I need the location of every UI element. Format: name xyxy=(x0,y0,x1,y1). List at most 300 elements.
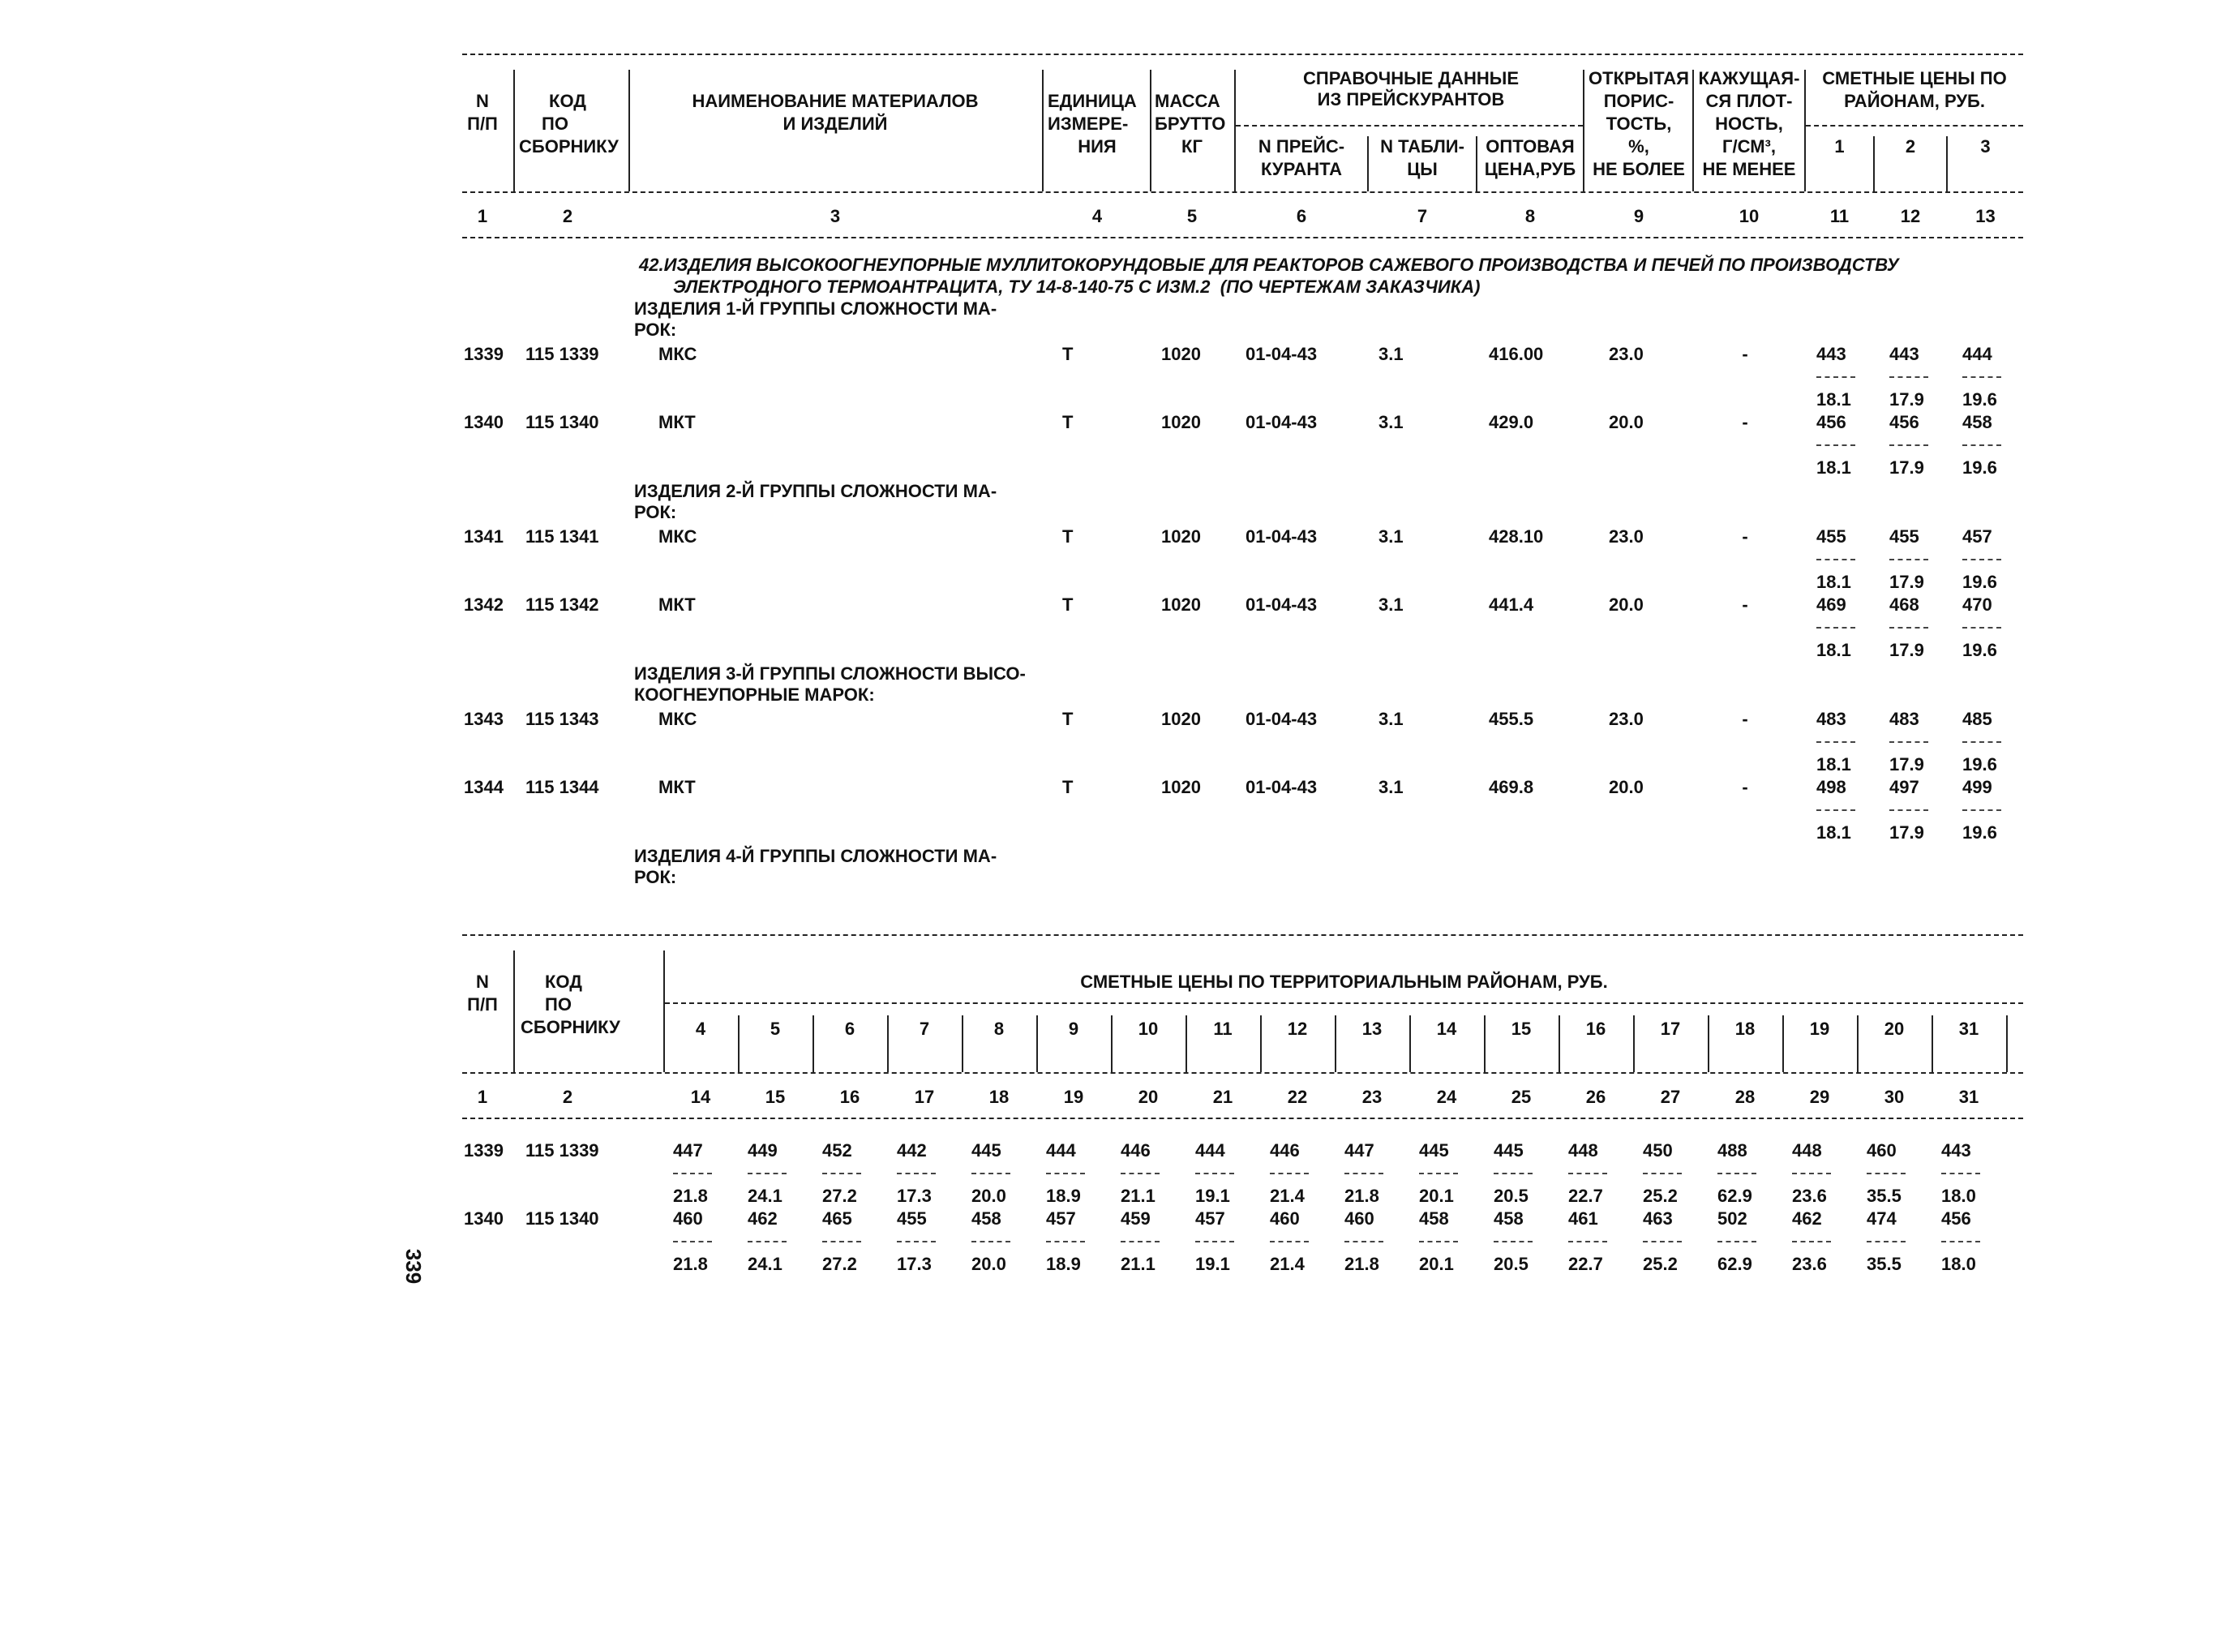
row-number: 1340 xyxy=(464,412,504,432)
row-sub: 18.9 xyxy=(1046,1186,1081,1206)
colnum: 12 xyxy=(1900,206,1921,226)
fraction-bar xyxy=(1270,1173,1309,1174)
group-title: РОК: xyxy=(634,502,677,522)
rule xyxy=(462,191,2023,193)
group-title: ИЗДЕЛИЯ 3-Й ГРУППЫ СЛОЖНОСТИ ВЫСО- xyxy=(634,663,1026,684)
row-price: 444 xyxy=(1195,1140,1225,1161)
fraction-bar xyxy=(1046,1241,1085,1242)
row-sub: 21.8 xyxy=(1344,1254,1379,1274)
row-density: - xyxy=(1742,777,1748,797)
row-sub: 62.9 xyxy=(1717,1254,1752,1274)
row-mass: 1020 xyxy=(1161,526,1201,547)
divider xyxy=(1484,1015,1486,1072)
row-price: 459 xyxy=(1121,1208,1151,1229)
row-table: 3.1 xyxy=(1378,594,1404,615)
row-price-list: 01-04-43 xyxy=(1246,344,1318,364)
header-po: ПО xyxy=(542,114,568,134)
header-table-2: ЦЫ xyxy=(1407,159,1438,179)
header-density-4: Г/СМ³, xyxy=(1722,136,1776,157)
row-price-r3: 485 xyxy=(1962,709,1992,729)
row-price: 458 xyxy=(1494,1208,1524,1229)
fraction-bar xyxy=(1816,559,1855,560)
row-price-r3: 470 xyxy=(1962,594,1992,615)
row-number: 1343 xyxy=(464,709,504,729)
region-header: 10 xyxy=(1138,1019,1159,1039)
header-ref-2: ИЗ ПРЕЙСКУРАНТОВ xyxy=(1317,89,1505,109)
divider xyxy=(628,70,630,191)
row-sub: 24.1 xyxy=(748,1254,782,1274)
row-table: 3.1 xyxy=(1378,526,1404,547)
colnum: 20 xyxy=(1138,1087,1159,1107)
group-title: ИЗДЕЛИЯ 2-Й ГРУППЫ СЛОЖНОСТИ МА- xyxy=(634,481,997,501)
row-sub-r3: 19.6 xyxy=(1962,822,1997,843)
row-price: 455.5 xyxy=(1489,709,1534,729)
header-sborniku: СБОРНИКУ xyxy=(519,136,619,157)
row-price: 463 xyxy=(1643,1208,1673,1229)
fraction-bar xyxy=(1121,1173,1160,1174)
row-price: 445 xyxy=(1419,1140,1449,1161)
row-price: 460 xyxy=(1344,1208,1374,1229)
row-porosity: 20.0 xyxy=(1609,412,1644,432)
fraction-bar xyxy=(1195,1173,1234,1174)
rule xyxy=(462,1072,2023,1074)
row-price-list: 01-04-43 xyxy=(1246,777,1318,797)
row-code: 115 1343 xyxy=(525,709,599,729)
colnum: 6 xyxy=(1296,206,1307,226)
row-sub-r2: 17.9 xyxy=(1889,640,1924,660)
region-header: 9 xyxy=(1068,1019,1079,1039)
divider xyxy=(513,950,515,1072)
row-sub: 17.3 xyxy=(897,1186,932,1206)
fraction-bar xyxy=(1643,1173,1682,1174)
divider xyxy=(1782,1015,1784,1072)
region-header: 11 xyxy=(1213,1019,1233,1039)
row-table: 3.1 xyxy=(1378,412,1404,432)
fraction-bar xyxy=(1270,1241,1309,1242)
row-sub-r2: 17.9 xyxy=(1889,822,1924,843)
fraction-bar xyxy=(748,1173,787,1174)
row-code: 115 1342 xyxy=(525,594,599,615)
rule xyxy=(462,237,2023,238)
colnum: 3 xyxy=(830,206,841,226)
fraction-bar xyxy=(1419,1173,1458,1174)
row-sub-r2: 17.9 xyxy=(1889,457,1924,478)
row-price: 469.8 xyxy=(1489,777,1534,797)
fraction-bar xyxy=(822,1241,861,1242)
fraction-bar xyxy=(1962,376,2001,378)
row-price: 416.00 xyxy=(1489,344,1544,364)
fraction-bar xyxy=(1816,444,1855,446)
rule xyxy=(462,54,2023,55)
fraction-bar xyxy=(1962,559,2001,560)
row-unit: Т xyxy=(1062,594,1074,615)
row-price: 443 xyxy=(1941,1140,1971,1161)
row-name: МКТ xyxy=(658,777,696,797)
row-code: 115 1344 xyxy=(525,777,599,797)
row-price: 502 xyxy=(1717,1208,1747,1229)
fraction-bar xyxy=(897,1173,936,1174)
row-price-list: 01-04-43 xyxy=(1246,412,1318,432)
header-smet-2: РАЙОНАМ, РУБ. xyxy=(1844,91,1985,111)
colnum: 9 xyxy=(1633,206,1644,226)
header-porosity-3: ТОСТЬ, xyxy=(1606,114,1672,134)
row-price-r2: 456 xyxy=(1889,412,1919,432)
header-porosity-4: %, xyxy=(1628,136,1649,157)
colnum: 26 xyxy=(1585,1087,1606,1107)
row-price: 445 xyxy=(971,1140,1001,1161)
colnum: 29 xyxy=(1809,1087,1830,1107)
row-sub: 21.4 xyxy=(1270,1254,1305,1274)
header-pp: П/П xyxy=(467,994,498,1015)
header-kod: КОД xyxy=(549,91,586,111)
header-mass-3: КГ xyxy=(1181,136,1203,157)
row-table: 3.1 xyxy=(1378,709,1404,729)
divider xyxy=(1042,70,1044,191)
fraction-bar xyxy=(1867,1241,1906,1242)
row-table: 3.1 xyxy=(1378,344,1404,364)
row-price-r2: 497 xyxy=(1889,777,1919,797)
fraction-bar xyxy=(1962,741,2001,743)
row-sub: 24.1 xyxy=(748,1186,782,1206)
row-sub-r2: 17.9 xyxy=(1889,389,1924,410)
fraction-bar xyxy=(1816,809,1855,811)
colnum: 1 xyxy=(477,206,488,226)
fraction-bar xyxy=(1941,1241,1980,1242)
header-n: N xyxy=(476,972,489,992)
colnum: 30 xyxy=(1884,1087,1905,1107)
row-sub: 22.7 xyxy=(1568,1254,1603,1274)
region-header: 8 xyxy=(993,1019,1005,1039)
row-price: 460 xyxy=(673,1208,703,1229)
fraction-bar xyxy=(1962,444,2001,446)
row-porosity: 23.0 xyxy=(1609,344,1644,364)
colnum: 16 xyxy=(839,1087,860,1107)
fraction-bar xyxy=(1889,809,1928,811)
fraction-bar xyxy=(1344,1173,1383,1174)
row-porosity: 23.0 xyxy=(1609,709,1644,729)
row-porosity: 20.0 xyxy=(1609,777,1644,797)
row-sub: 21.8 xyxy=(1344,1186,1379,1206)
row-price-list: 01-04-43 xyxy=(1246,526,1318,547)
row-name: МКС xyxy=(658,709,697,729)
row-sub: 20.5 xyxy=(1494,1254,1529,1274)
divider xyxy=(738,1015,740,1072)
row-code: 115 1341 xyxy=(525,526,599,547)
row-sub: 27.2 xyxy=(822,1186,857,1206)
row-sub: 21.4 xyxy=(1270,1186,1305,1206)
divider xyxy=(962,1015,963,1072)
fraction-bar xyxy=(1889,627,1928,629)
group-title: КООГНЕУПОРНЫЕ МАРОК: xyxy=(634,684,875,705)
row-sub-r3: 19.6 xyxy=(1962,389,1997,410)
row-price: 452 xyxy=(822,1140,852,1161)
fraction-bar xyxy=(1816,741,1855,743)
header-mass-1: МАССА xyxy=(1155,91,1220,111)
row-unit: Т xyxy=(1062,412,1074,432)
row-price: 447 xyxy=(1344,1140,1374,1161)
colnum: 2 xyxy=(562,206,573,226)
fraction-bar xyxy=(971,1241,1010,1242)
row-price: 458 xyxy=(971,1208,1001,1229)
row-mass: 1020 xyxy=(1161,777,1201,797)
header-ref-1: СПРАВОЧНЫЕ ДАННЫЕ xyxy=(1303,68,1519,88)
colnum: 4 xyxy=(1091,206,1103,226)
row-price: 449 xyxy=(748,1140,778,1161)
row-density: - xyxy=(1742,709,1748,729)
fraction-bar xyxy=(1568,1173,1607,1174)
divider xyxy=(887,1015,889,1072)
group-title: РОК: xyxy=(634,320,677,340)
header-pricelist-2: КУРАНТА xyxy=(1260,159,1343,179)
header-density-2: СЯ ПЛОТ- xyxy=(1705,91,1793,111)
fraction-bar xyxy=(1717,1173,1756,1174)
row-price: 441.4 xyxy=(1489,594,1534,615)
row-price: 474 xyxy=(1867,1208,1897,1229)
row-price-r1: 443 xyxy=(1816,344,1846,364)
divider xyxy=(1150,70,1151,191)
row-sub: 20.1 xyxy=(1419,1186,1454,1206)
row-number: 1341 xyxy=(464,526,504,547)
rule xyxy=(462,934,2023,936)
row-sub: 18.9 xyxy=(1046,1254,1081,1274)
header-unit-2: ИЗМЕРЕ- xyxy=(1048,114,1129,134)
divider xyxy=(1111,1015,1113,1072)
colnum: 21 xyxy=(1212,1087,1233,1107)
fraction-bar xyxy=(1889,444,1928,446)
header-kod: КОД xyxy=(545,972,582,992)
header-porosity-5: НЕ БОЛЕЕ xyxy=(1593,159,1685,179)
row-sub: 35.5 xyxy=(1867,1254,1902,1274)
row-code: 115 1340 xyxy=(525,412,599,432)
header-sborniku: СБОРНИКУ xyxy=(521,1017,620,1037)
row-price: 456 xyxy=(1941,1208,1971,1229)
row-price-r3: 458 xyxy=(1962,412,1992,432)
row-price-r2: 483 xyxy=(1889,709,1919,729)
header-unit-1: ЕДИНИЦА xyxy=(1048,91,1137,111)
fraction-bar xyxy=(1889,376,1928,378)
row-density: - xyxy=(1742,412,1748,432)
header-region-2: 2 xyxy=(1905,136,1916,157)
colnum: 19 xyxy=(1063,1087,1084,1107)
row-price: 488 xyxy=(1717,1140,1747,1161)
row-number: 1344 xyxy=(464,777,504,797)
section-title-cont: ЭЛЕКТРОДНОГО ТЕРМОАНТРАЦИТА, ТУ 14-8-140-75 С ИЗМ.2 (ПО ЧЕРТЕЖАМ ЗАКАЗЧИКА) xyxy=(673,277,1481,297)
row-sub: 62.9 xyxy=(1717,1186,1752,1206)
header-porosity-1: ОТКРЫТАЯ xyxy=(1589,68,1689,88)
row-sub-r1: 18.1 xyxy=(1816,572,1851,592)
row-sub-r1: 18.1 xyxy=(1816,389,1851,410)
row-sub: 20.0 xyxy=(971,1254,1006,1274)
row-unit: Т xyxy=(1062,344,1074,364)
row-sub: 17.3 xyxy=(897,1254,932,1274)
row-code: 115 1339 xyxy=(525,344,599,364)
colnum: 10 xyxy=(1739,206,1760,226)
row-sub-r2: 17.9 xyxy=(1889,754,1924,775)
row-price-r2: 468 xyxy=(1889,594,1919,615)
colnum: 23 xyxy=(1361,1087,1383,1107)
row-price: 442 xyxy=(897,1140,927,1161)
row-code: 115 1339 xyxy=(525,1140,599,1161)
divider xyxy=(663,950,665,1072)
region-header: 4 xyxy=(695,1019,706,1039)
row-price: 450 xyxy=(1643,1140,1673,1161)
region-header: 7 xyxy=(919,1019,930,1039)
row-density: - xyxy=(1742,526,1748,547)
colnum: 15 xyxy=(765,1087,786,1107)
row-mass: 1020 xyxy=(1161,412,1201,432)
divider xyxy=(1260,1015,1262,1072)
row-sub: 20.1 xyxy=(1419,1254,1454,1274)
row-sub: 25.2 xyxy=(1643,1186,1678,1206)
row-price-r2: 443 xyxy=(1889,344,1919,364)
row-sub: 18.0 xyxy=(1941,1254,1976,1274)
row-price: 444 xyxy=(1046,1140,1076,1161)
fraction-bar xyxy=(1889,741,1928,743)
row-sub-r1: 18.1 xyxy=(1816,822,1851,843)
row-number: 1339 xyxy=(464,1140,504,1161)
row-sub: 18.0 xyxy=(1941,1186,1976,1206)
region-header: 15 xyxy=(1511,1019,1532,1039)
row-sub: 19.1 xyxy=(1195,1186,1230,1206)
row-price: 445 xyxy=(1494,1140,1524,1161)
group-title: РОК: xyxy=(634,867,677,887)
row-name: МКС xyxy=(658,526,697,547)
row-price: 462 xyxy=(748,1208,778,1229)
header-pricelist-1: N ПРЕЙС- xyxy=(1258,136,1345,157)
divider xyxy=(1036,1015,1038,1072)
region-header: 6 xyxy=(844,1019,855,1039)
header-unit-3: НИЯ xyxy=(1078,136,1117,157)
fraction-bar xyxy=(1717,1241,1756,1242)
row-sub: 25.2 xyxy=(1643,1254,1678,1274)
row-number: 1342 xyxy=(464,594,504,615)
colnum: 17 xyxy=(914,1087,935,1107)
row-unit: Т xyxy=(1062,526,1074,547)
row-price: 461 xyxy=(1568,1208,1598,1229)
row-price: 465 xyxy=(822,1208,852,1229)
row-unit: Т xyxy=(1062,777,1074,797)
row-name: МКТ xyxy=(658,412,696,432)
row-price: 462 xyxy=(1792,1208,1822,1229)
fraction-bar xyxy=(1867,1173,1906,1174)
region-header: 16 xyxy=(1585,1019,1606,1039)
row-price: 447 xyxy=(673,1140,703,1161)
group-title: ИЗДЕЛИЯ 1-Й ГРУППЫ СЛОЖНОСТИ МА- xyxy=(634,298,997,319)
row-name: МКС xyxy=(658,344,697,364)
fraction-bar xyxy=(1568,1241,1607,1242)
fraction-bar xyxy=(1643,1241,1682,1242)
header-name-2: И ИЗДЕЛИЙ xyxy=(782,114,888,134)
row-number: 1340 xyxy=(464,1208,504,1229)
colnum: 11 xyxy=(1829,206,1850,226)
region-header: 12 xyxy=(1287,1019,1308,1039)
fraction-bar xyxy=(1962,627,2001,629)
header-title: СМЕТНЫЕ ЦЕНЫ ПО ТЕРРИТОРИАЛЬНЫМ РАЙОНАМ, РУБ. xyxy=(1080,972,1608,992)
row-density: - xyxy=(1742,344,1748,364)
row-sub: 23.6 xyxy=(1792,1186,1827,1206)
row-price: 457 xyxy=(1046,1208,1076,1229)
rule xyxy=(1806,125,2023,127)
row-sub-r3: 19.6 xyxy=(1962,754,1997,775)
row-sub-r1: 18.1 xyxy=(1816,640,1851,660)
row-price: 448 xyxy=(1568,1140,1598,1161)
header-pp: П/П xyxy=(467,114,498,134)
header-name-1: НАИМЕНОВАНИЕ МАТЕРИАЛОВ xyxy=(692,91,979,111)
header-density-1: КАЖУЩАЯ- xyxy=(1698,68,1800,88)
row-density: - xyxy=(1742,594,1748,615)
region-header: 31 xyxy=(1958,1019,1979,1039)
colnum: 22 xyxy=(1287,1087,1308,1107)
row-sub: 35.5 xyxy=(1867,1186,1902,1206)
row-price: 460 xyxy=(1270,1208,1300,1229)
row-name: МКТ xyxy=(658,594,696,615)
colnum: 25 xyxy=(1511,1087,1532,1107)
header-density-5: НЕ МЕНЕЕ xyxy=(1702,159,1796,179)
row-sub: 27.2 xyxy=(822,1254,857,1274)
fraction-bar xyxy=(1941,1173,1980,1174)
row-sub-r1: 18.1 xyxy=(1816,754,1851,775)
region-header: 5 xyxy=(770,1019,781,1039)
divider xyxy=(1633,1015,1635,1072)
row-price-list: 01-04-43 xyxy=(1246,709,1318,729)
row-price-r1: 483 xyxy=(1816,709,1846,729)
fraction-bar xyxy=(1344,1241,1383,1242)
colnum: 18 xyxy=(988,1087,1010,1107)
region-header: 18 xyxy=(1734,1019,1756,1039)
region-header: 20 xyxy=(1884,1019,1905,1039)
row-sub: 19.1 xyxy=(1195,1254,1230,1274)
fraction-bar xyxy=(1494,1241,1533,1242)
fraction-bar xyxy=(1121,1241,1160,1242)
fraction-bar xyxy=(1962,809,2001,811)
divider xyxy=(1708,1015,1709,1072)
row-sub: 21.1 xyxy=(1121,1186,1156,1206)
row-unit: Т xyxy=(1062,709,1074,729)
row-sub: 22.7 xyxy=(1568,1186,1603,1206)
row-price-r1: 469 xyxy=(1816,594,1846,615)
row-price-r3: 457 xyxy=(1962,526,1992,547)
fraction-bar xyxy=(1816,627,1855,629)
fraction-bar xyxy=(897,1241,936,1242)
divider xyxy=(813,1015,814,1072)
colnum: 8 xyxy=(1524,206,1536,226)
row-sub-r3: 19.6 xyxy=(1962,640,1997,660)
region-header: 17 xyxy=(1660,1019,1681,1039)
row-price: 460 xyxy=(1867,1140,1897,1161)
row-price-r2: 455 xyxy=(1889,526,1919,547)
colnum: 27 xyxy=(1660,1087,1681,1107)
header-po: ПО xyxy=(545,994,572,1015)
header-table-1: N ТАБЛИ- xyxy=(1380,136,1464,157)
colnum: 2 xyxy=(562,1087,573,1107)
row-table: 3.1 xyxy=(1378,777,1404,797)
region-header: 13 xyxy=(1361,1019,1383,1039)
fraction-bar xyxy=(1494,1173,1533,1174)
header-price-2: ЦЕНА,РУБ xyxy=(1484,159,1576,179)
divider xyxy=(1559,1015,1560,1072)
row-sub: 23.6 xyxy=(1792,1254,1827,1274)
header-n: N xyxy=(476,91,489,111)
row-price: 446 xyxy=(1121,1140,1151,1161)
row-sub: 21.8 xyxy=(673,1186,708,1206)
header-price-1: ОПТОВАЯ xyxy=(1486,136,1575,157)
row-price-r3: 499 xyxy=(1962,777,1992,797)
divider xyxy=(1857,1015,1859,1072)
header-region-1: 1 xyxy=(1834,136,1845,157)
divider xyxy=(1335,1015,1336,1072)
header-smet-1: СМЕТНЫЕ ЦЕНЫ ПО xyxy=(1822,68,2007,88)
row-price: 429.0 xyxy=(1489,412,1534,432)
